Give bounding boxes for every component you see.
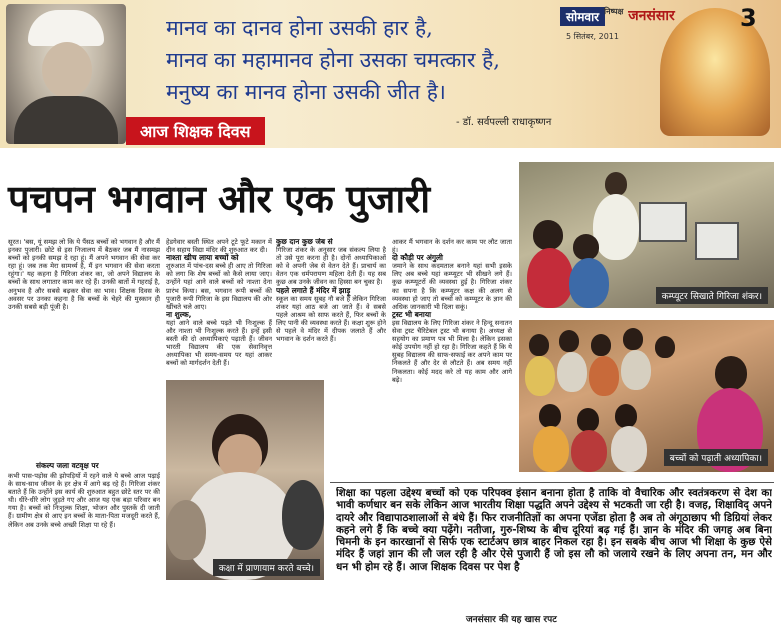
article-column-4 (392, 238, 512, 482)
radhakrishnan-portrait (6, 4, 126, 144)
article-column-3 (276, 238, 386, 480)
col4-subheading-1: दो कौड़ी पर अंगुली (392, 253, 443, 263)
quote-line-1: मानव का दानव होना उसकी हार है, (166, 16, 433, 40)
newspaper-name (604, 6, 675, 25)
col1-text: सूरत। 'बस, यूं समझ लो कि ये पैंसठ बच्चों को भगवान है और मैं इनका पुजारी। छोटे से इस निजालय में बैठकर जब मैं नासमझ बच्चों को इनकी समझ दे रहा हूं। मैं अपने भगवान की सेवा कर रहा हूं। जब तक मेरा सामर्थ्य है, मैं इन भगवान की सेवा करता रहूंगा।' यह कहना है गिरिजा शंकर का, जो अपने विद्यालय के बच्चों के साथ लगातार काम कर रहे हैं। उनकी बातों में गहराई है, अनुभव है और सबसे बढ़कर सेवा का भाव। शिक्षक दिवस के अवसर पर उनका कहना है कि बच्चों के चेहरे की मुस्कान ही उनकी सबसे बड़ी पूंजी है। (8, 238, 160, 311)
col3-text-1: गिरिजा शंकर के अनुसार जब संकल्प लिया है तो उसे पूरा करना ही है। दोनों अध्यापिकाओं को वे अपनी जेब से वेतन देते हैं। प्राचार्य का वेतन एक धर्मपरायण महिला देती हैं। यह सब कुछ अब उनके जीवन का हिस्सा बन चुका है। (276, 246, 386, 287)
quote-line-2: मानव का महामानव होना उसका चमत्कार है, (166, 48, 500, 72)
pranayam-photo-caption: कक्षा में प्राणायाम करते बच्चे। (213, 559, 320, 576)
issue-date: 5 सितंबर, 2011 (566, 32, 619, 41)
col4-subheading-2: ट्रस्ट भी बनाया (392, 309, 432, 319)
col1-subheading: संकल्प जला वटवृक्ष पर (36, 461, 99, 470)
article-column-1b (8, 472, 160, 630)
section-label: आज शिक्षक दिवस (126, 117, 265, 145)
col4-intro: आकर मैं भगवान के दर्शन कर काम पर लौट जाता हूं। (392, 238, 512, 255)
quote-line-3: मनुष्य का मानव होना उसकी जीत है। (166, 80, 446, 104)
col4-text-1: जमाने के साथ कदमताल बनाने यहां सभी इसके लिए अब बच्चे यहां कम्प्यूटर भी सीखने लगे हैं। कुछ कम्प्यूटरों की व्यवस्था हुई है। गिरिजा शंकर का सपना है कि कम्प्यूटर कक्ष की अलग से व्यवस्था हो जाए तो बच्चों को कम्प्यूटर के ज्ञान की अधिक जानकारी भी दिला सकूं। (392, 262, 512, 311)
col2-intro: हेडगेवार बस्ती स्थित अपने टूटे फूटे मकान में दीन सहाय विद्या मंदिर की शुरुआत कर दी। (166, 238, 272, 255)
col3-subheading-1: कुछ दान कुछ जेब से (276, 238, 333, 246)
col2-text-1: शुरुआत में पांच-दस बच्चे ही आए तो गिरिजा को लगा कि शेष बच्चों को कैसे लाया जाए। उन्होंने यहां आने वाले बच्चों को नाश्ता देना प्रारंभ किया। बस, भगवान रूपी बच्चों की पुजारी रूपी गिरिजा के इस विद्यालय की ओर खींचते चले आए। (166, 262, 272, 311)
article-column-1 (8, 238, 160, 460)
children-class-photo (519, 320, 774, 472)
computer-class-photo (519, 162, 774, 308)
highlight-box-text: शिक्षा का पहला उद्देश्य बच्चों को एक परिपक्व इंसान बनाना होता है ताकि वो वैचारिक और स्वतंत्रकरण से देश का भावी कर्णधार बन सके लेकिन आज भारतीय शिक्षा पद्धति अपने उद्देश्य से भटकती जा रही है। वजह, शिक्षाविद् अपने दायरे और विद्यापाठशालाओं से बंधे हैं। फिर राजनीतिज्ञों का अपना एजेंडा होता है अब तो अंगूठाछाप भी डिग्रियां लेकर कहने लगे हैं कि बच्चे क्या पढ़ेंगे। नतीजा, गुरु-शिष्य के बीच दूरियां बढ़ गई हैं। ज्ञान के मंदिर की जगह अब बिना चिमनी के इन कारखानों से सिर्फ एक स्टार्टअप छात्र बाहर निकल रहा है। इन सबके बीच आज भी शिक्षा के कुछ ऐसे मंदिर हैं जहां ज्ञान की लौ जल रही है और ऐसे पुजारी हैं जो इस लौ को जलाये रखने के लिए अपना तन, मन और धन भी होम रहे हैं। आज शिक्षक दिवस पर पेश है (336, 487, 772, 573)
computer-photo-caption: कम्प्यूटर सिखाते गिरिजा शंकर। (656, 287, 768, 304)
page-number: 3 (740, 4, 757, 32)
newspaper-tag: निष्पक्ष (604, 7, 624, 16)
col4-text-2: इस विद्यालय के लिए गिरिजा शंकर ने हिन्दू सनातन सेवा ट्रस्ट चैरिटेबल ट्रस्ट भी बनाया है। अध्यक्ष से सहयोग का प्रमाण पत्र भी मिला है। लेकिन इसका कोई उपयोग नहीं हो रहा है। गिरिजा कहते हैं कि ये सुबह विद्यालय की साफ-सफाई कर अपने काम पर निकलते हैं और देर से लौटते हैं। अब समय नहीं निकलता। कोई मदद करे तो यह काम और आगे बढ़े। (392, 318, 512, 384)
report-credit: जनसंसार की यह खास रपट (466, 615, 557, 625)
col2-text-2: यहां आने वाले बच्चे पढ़ते भी निःशुल्क हैं और नाश्ता भी निःशुल्क करते हैं। इन्हें इसी बस्ती की दो अध्यापिकाएं पढ़ाती हैं। जीवन भारती विद्यालय की एक सेवानिवृत्त अध्यापिका भी समय-समय पर यहां आकर बच्चों को मार्गदर्शन देती हैं। (166, 318, 272, 368)
article-headline: पचपन भगवान और एक पुजारी (8, 177, 430, 221)
quote-author: - डॉ. सर्वपल्ली राधाकृष्णन (456, 117, 552, 128)
col2-subheading-2: ना शुल्क, (166, 309, 192, 319)
children-photo-caption: बच्चों को पढ़ाती अध्यापिका। (664, 449, 768, 466)
box-divider (330, 482, 774, 483)
newspaper-title: जनसंसार (628, 8, 675, 24)
col3-text-2: स्कूल का समय सुबह नौ बजे है लेकिन गिरिजा शंकर यहां आठ बजे आ जाते हैं। वे सबसे पहले आश्रम को साफ करते हैं, फिर बच्चों के लिए पानी की व्यवस्था करते हैं। कक्षा शुरू होने से पहले वे मंदिर में दीपक जलाते हैं और भगवान के दर्शन करते हैं। (276, 294, 386, 344)
col3-subheading-2: पहले लगाते हैं मंदिर में झाड़ू (276, 285, 351, 295)
col2-subheading-1: नाश्ता खीच लाया बच्चों को (166, 253, 239, 263)
col1b-text: कभी पास-पड़ोस की झोपड़ियों में रहने वाले ये बच्चे आज पढ़ाई के साथ-साथ जीवन के हर क्षेत्र में आगे बढ़ रहे हैं। गिरिजा शंकर बताते हैं कि उन्होंने इस कार्य की शुरुआत बहुत छोटे स्तर पर की थी। धीरे-धीरे लोग जुड़ते गए और आज यह एक बड़ा परिवार बन गया है। बच्चों को निःशुल्क शिक्षा, भोजन और पुस्तकें दी जाती हैं। ग्रामीण क्षेत्र से आए इन बच्चों के माता-पिता मजदूरी करते हैं, लेकिन अब उनके बच्चे अच्छी शिक्षा पा रहे हैं। (8, 472, 160, 529)
weekday-label: सोमवार (560, 7, 605, 26)
highlight-box (336, 487, 772, 607)
article-column-2 (166, 238, 272, 380)
